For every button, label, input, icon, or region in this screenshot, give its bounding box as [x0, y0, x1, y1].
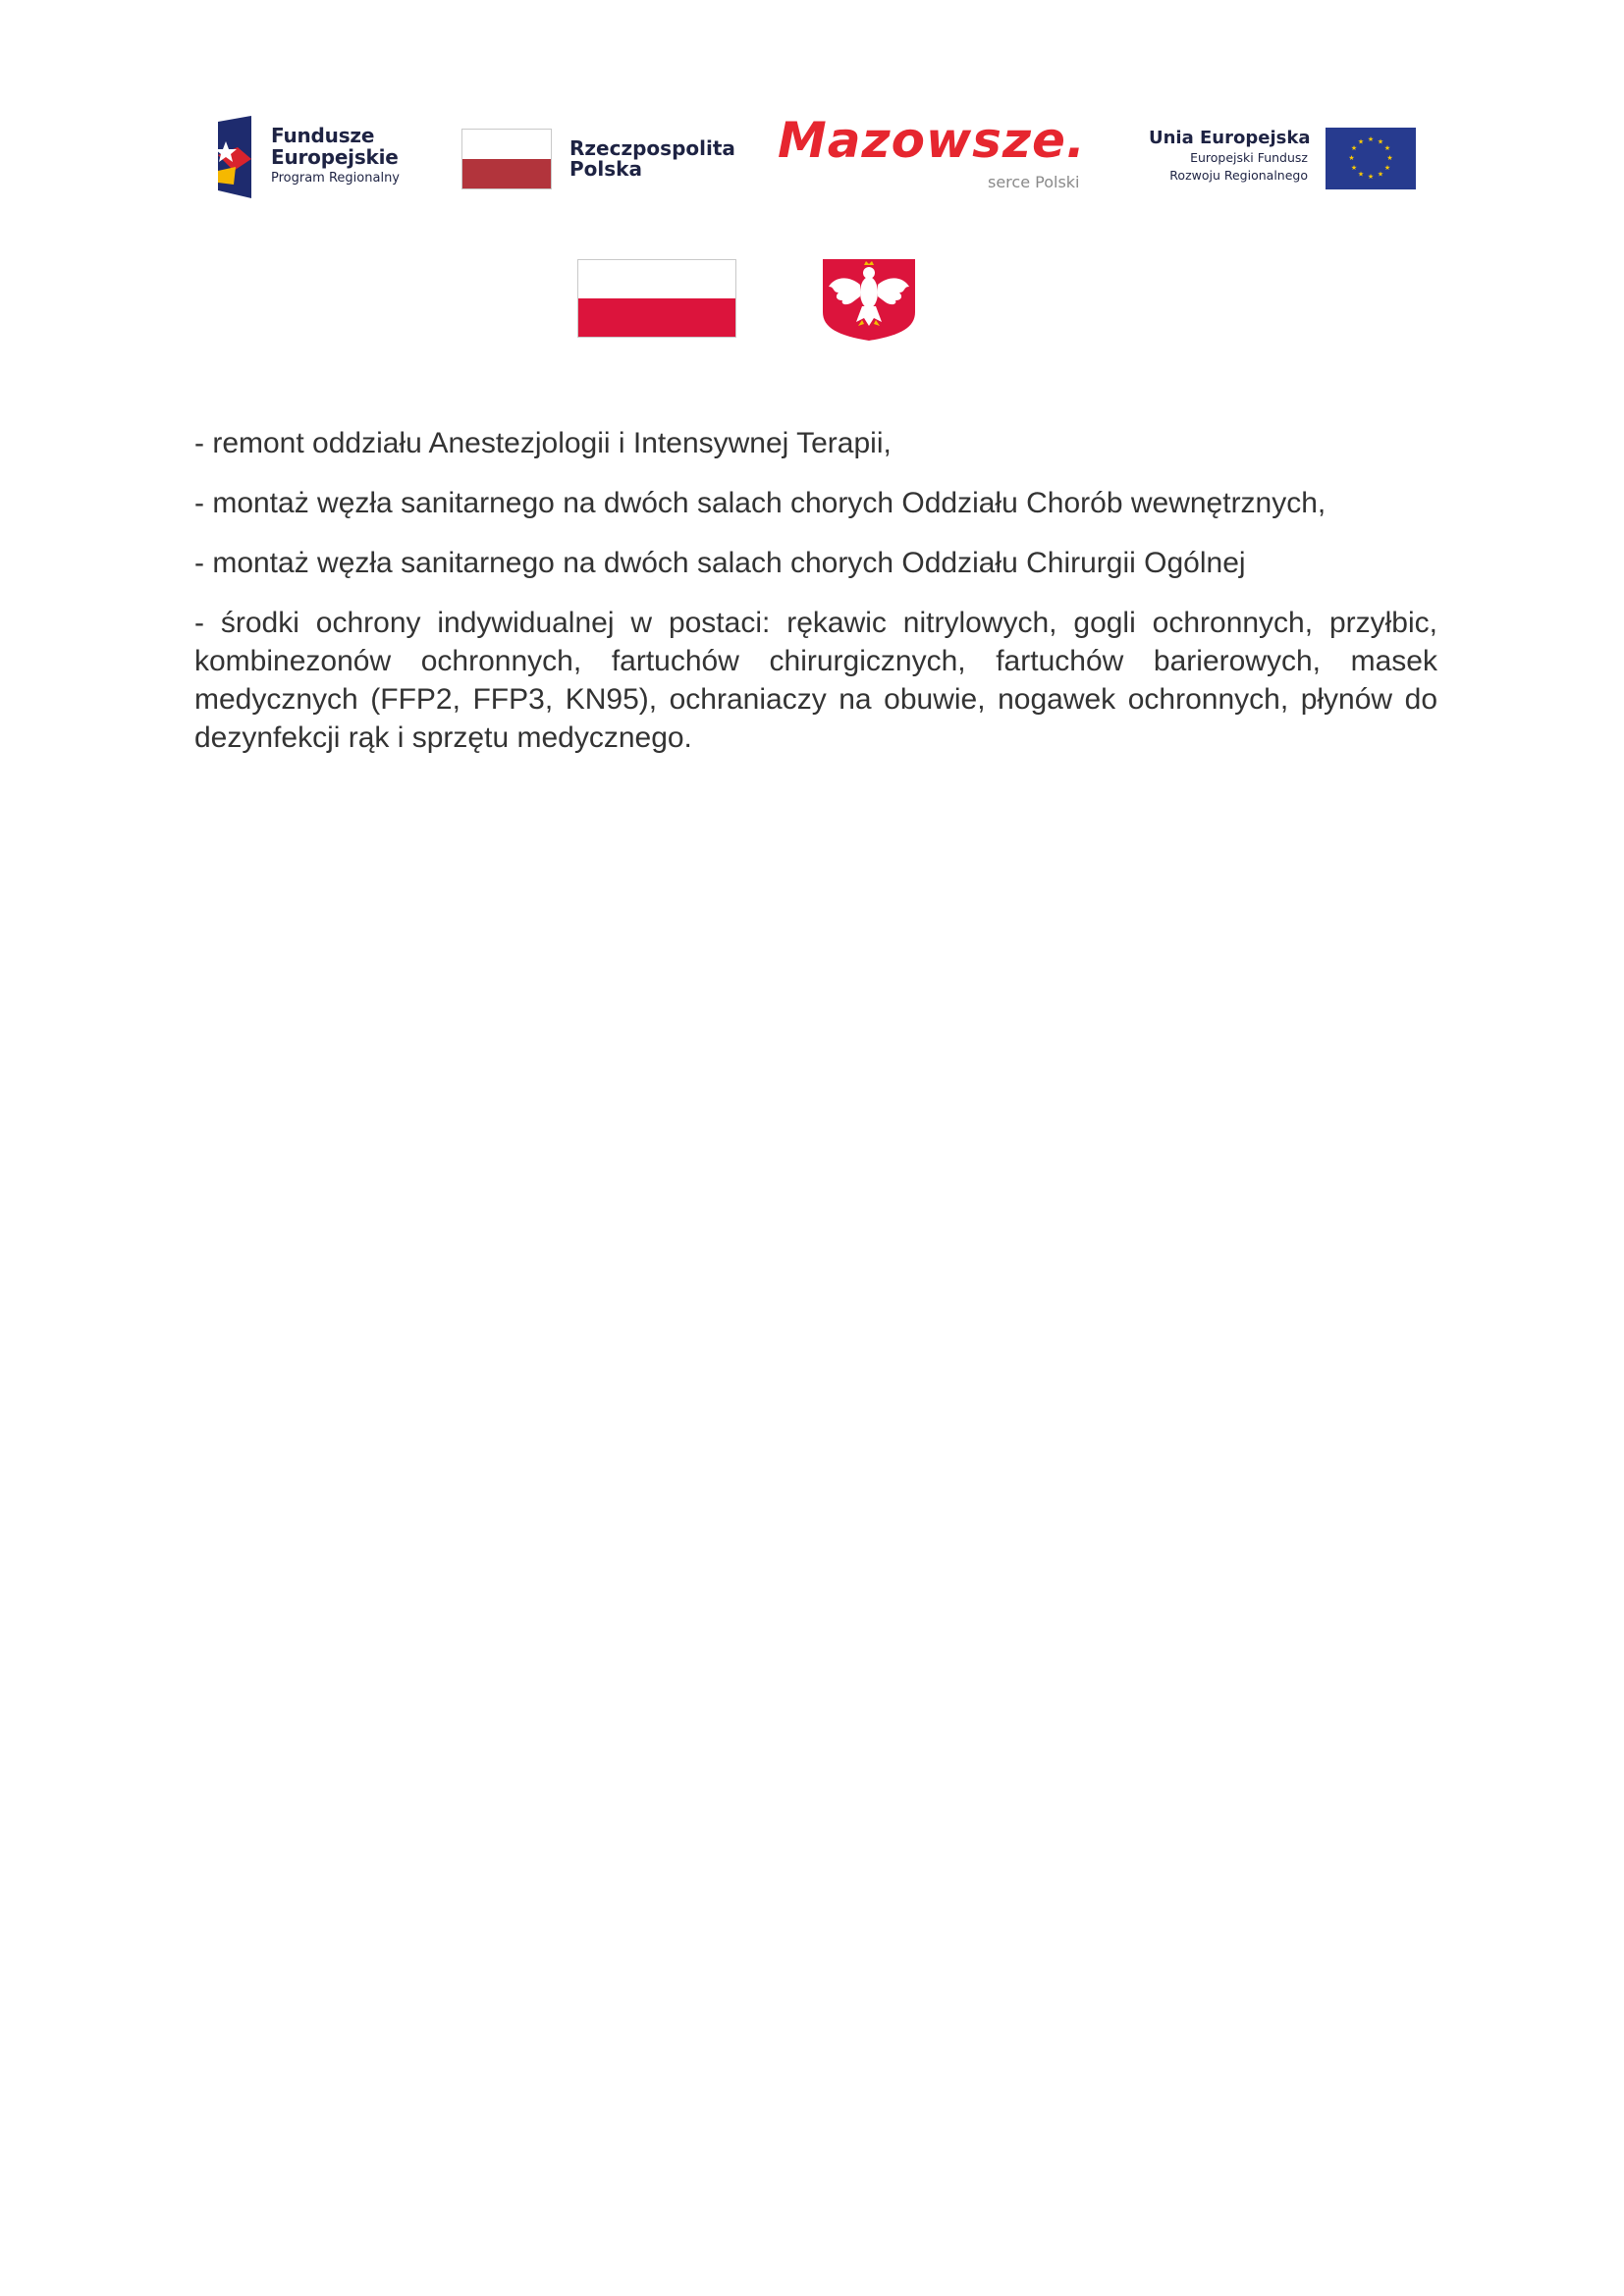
fundusze-line3: Program Regionalny	[271, 171, 400, 186]
polish-eagle-emblem-icon	[821, 257, 917, 342]
unia-line1: Unia Europejska	[1149, 128, 1311, 148]
fundusze-europejskie-logo	[212, 116, 255, 198]
rzeczpospolita-flag	[461, 129, 552, 189]
list-item: - montaż węzła sanitarnego na dwóch salach chorych Oddziału Chirurgii Ogólnej	[194, 547, 1246, 579]
fundusze-europejskie-text	[271, 126, 400, 185]
list-item: - środki ochrony indywidualnej w postaci: rękawic nitrylowych, gogli ochronnych, przyłbic, kombinezonów ochronnych, fartuchów chirurgicznych, fartuchów barierowych, masek medycznych (FFP2, FFP3, KN95), ochraniaczy na obuwie, nogawek ochronnych, płynów do dezynfekcji rąk i sprzętu medycznego.	[194, 607, 1437, 754]
mazowsze-tagline: serce Polski	[988, 173, 1080, 191]
rzeczpospolita-line2: Polska	[569, 157, 642, 181]
fundusze-line1: Fundusze	[271, 124, 375, 147]
svg-text:★: ★	[1383, 164, 1391, 172]
list-item: - remont oddziału Anestezjologii i Intensywnej Terapii,	[194, 427, 892, 459]
svg-text:★: ★	[1357, 170, 1365, 179]
rzeczpospolita-line1: Rzeczpospolita	[569, 136, 735, 160]
svg-text:★: ★	[1357, 137, 1365, 146]
svg-text:★: ★	[1348, 154, 1355, 162]
unia-europejska-text	[1149, 128, 1311, 183]
eu-flag-icon	[1326, 128, 1416, 189]
unia-line2: Europejski Fundusz	[1190, 150, 1308, 165]
unia-line3: Rozwoju Regionalnego	[1169, 167, 1308, 183]
list-item: - montaż węzła sanitarnego na dwóch salach chorych Oddziału Chorób wewnętrznych,	[194, 487, 1326, 519]
fundusze-line2: Europejskie	[271, 145, 399, 169]
rzeczpospolita-text	[569, 138, 735, 179]
svg-text:★: ★	[1367, 173, 1375, 181]
document-body	[194, 424, 1437, 778]
svg-text:★: ★	[1350, 144, 1358, 152]
svg-text:★: ★	[1377, 137, 1384, 146]
mazowsze-wordmark: Mazowsze.	[778, 112, 1086, 169]
svg-text:★: ★	[1350, 164, 1358, 172]
svg-text:★: ★	[1383, 144, 1391, 152]
polish-flag	[577, 259, 736, 338]
svg-text:★: ★	[1367, 135, 1375, 143]
svg-text:★: ★	[1386, 154, 1393, 162]
svg-text:★: ★	[1377, 170, 1384, 179]
